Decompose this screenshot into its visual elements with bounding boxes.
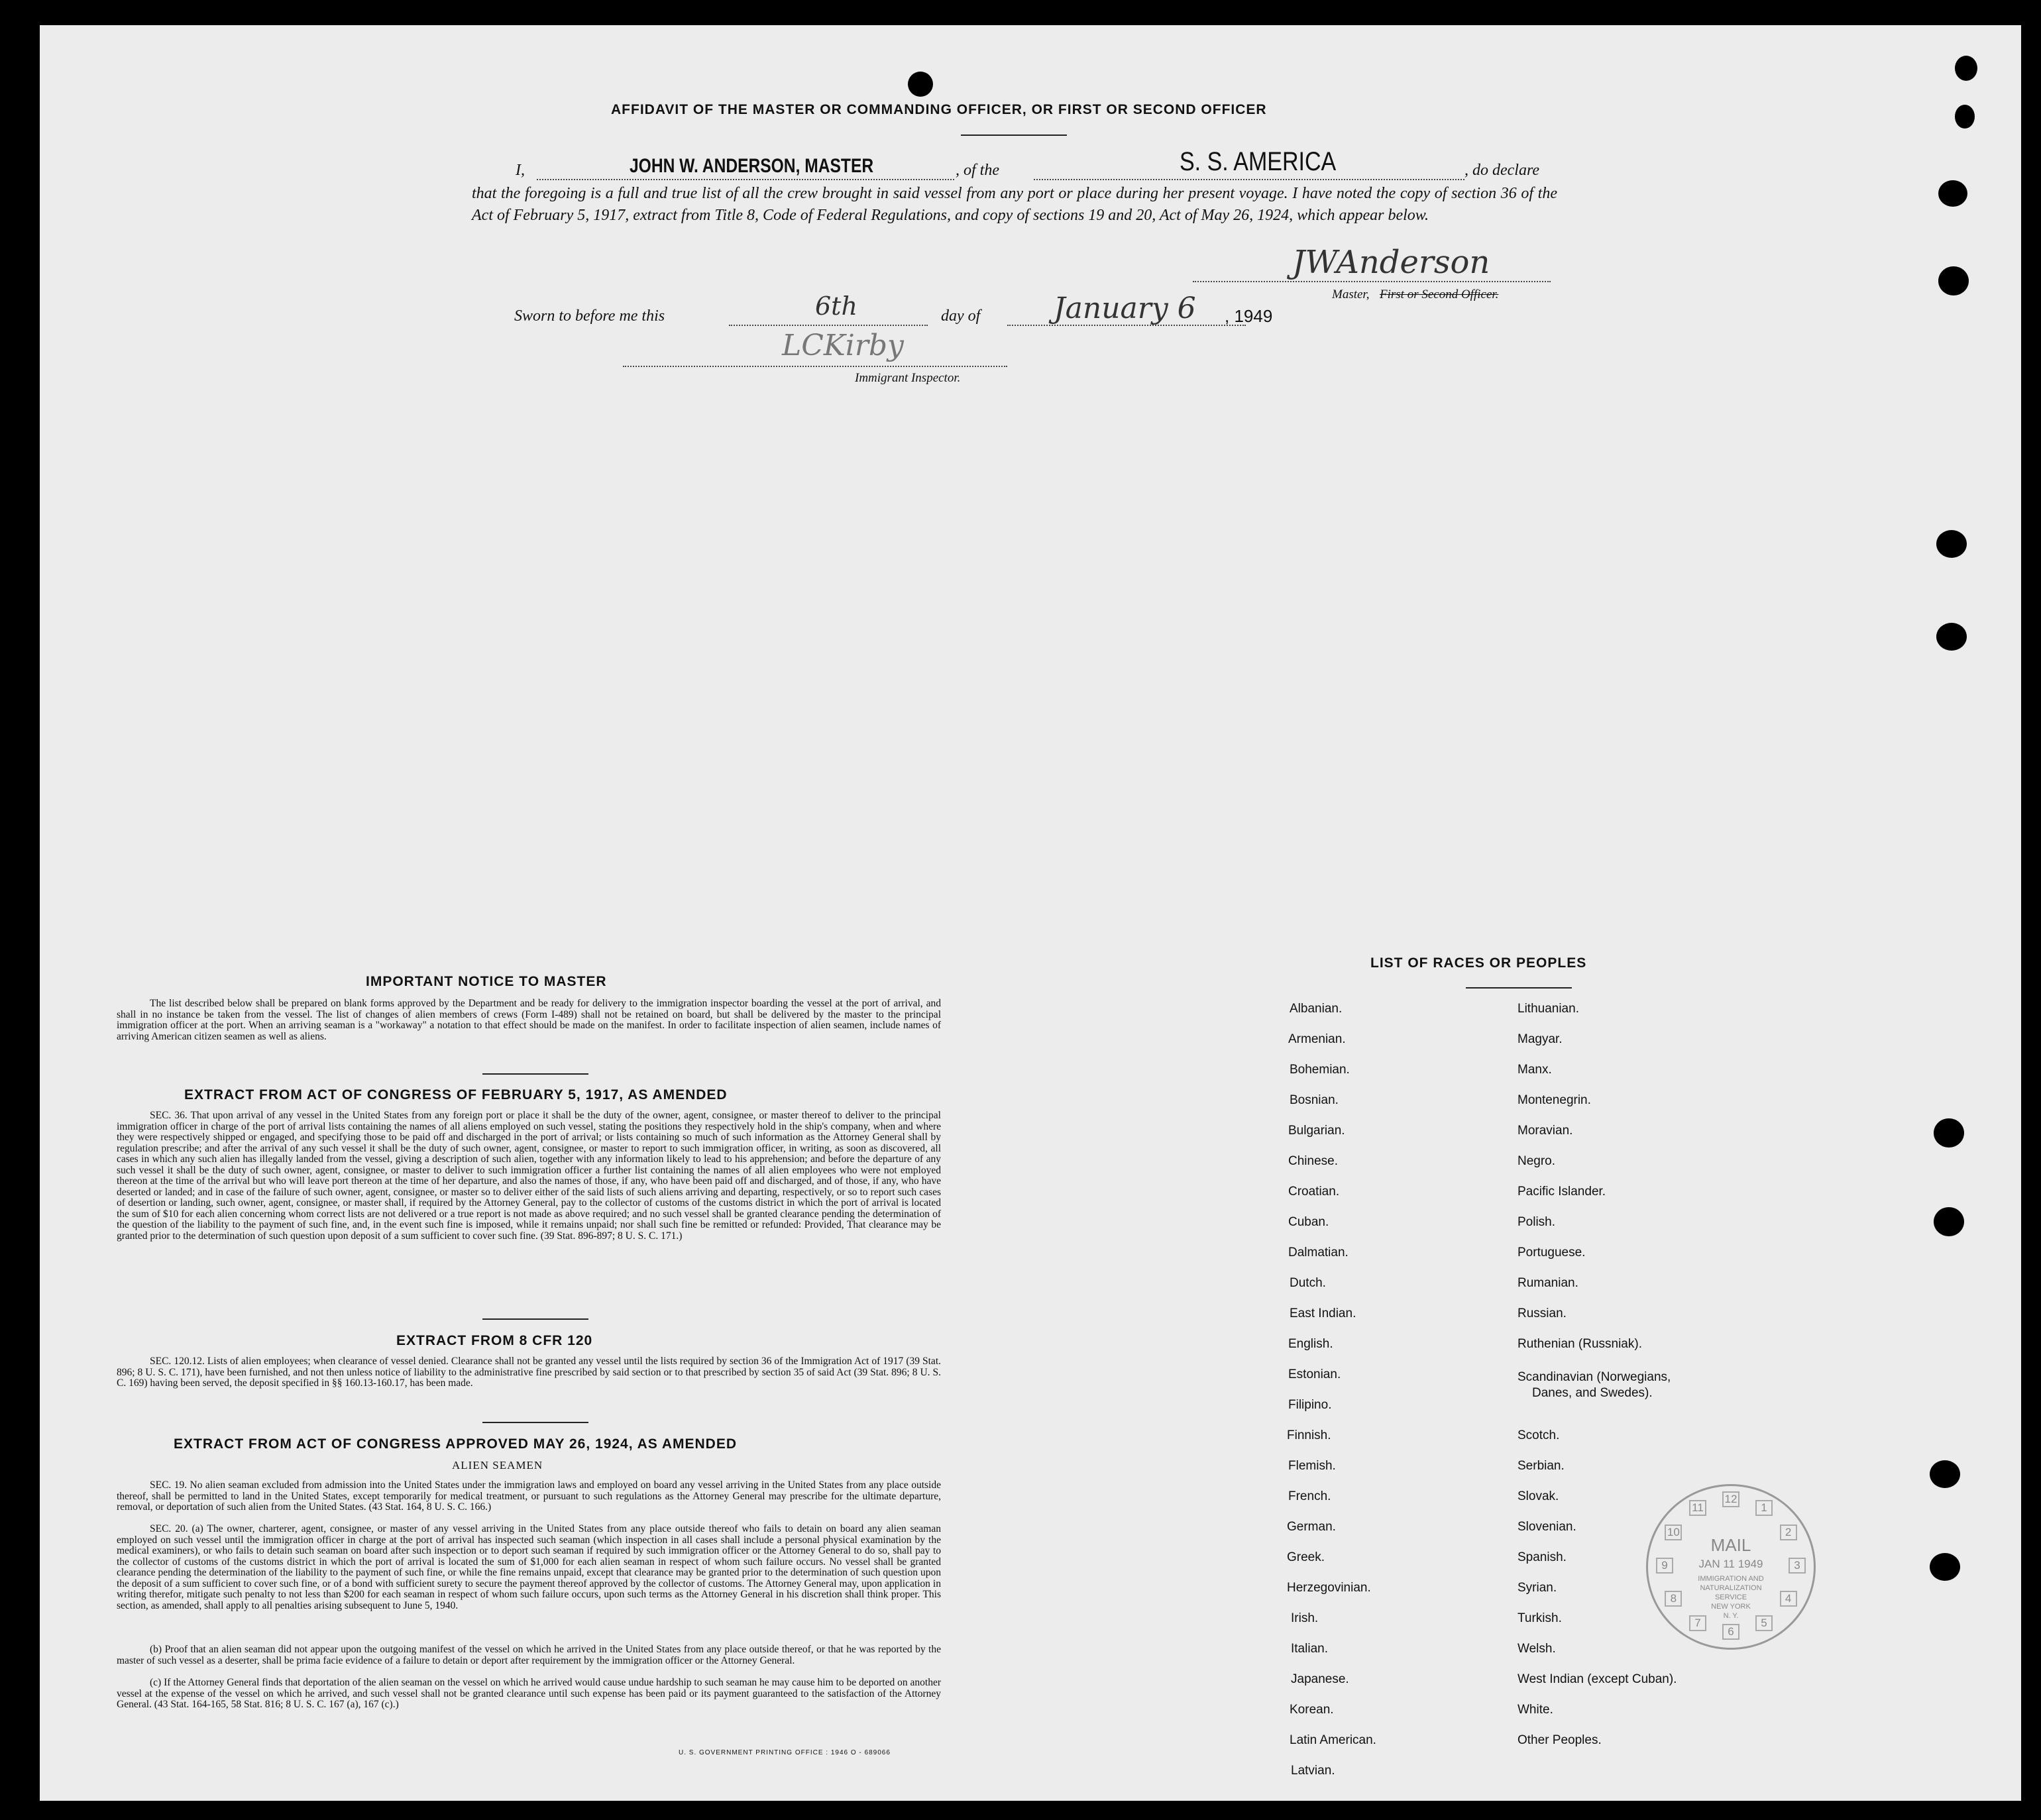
punch-hole [1938, 180, 1967, 207]
race-item: Dalmatian. [1288, 1246, 1349, 1259]
master-signature: JWAnderson [1292, 244, 1490, 281]
punch-hole [1955, 105, 1975, 129]
day-value: 6th [815, 292, 857, 321]
vessel-name: S. S. AMERICA [1180, 147, 1337, 176]
affidavit-title: AFFIDAVIT OF THE MASTER OR COMMANDING OFFICER, OR FIRST OR SECOND OFFICER [611, 102, 1267, 117]
stamp-ring-number: 4 [1780, 1591, 1797, 1607]
race-item: Bohemian. [1290, 1063, 1350, 1077]
race-item: Turkish. [1517, 1611, 1562, 1625]
race-item: Portuguese. [1517, 1246, 1586, 1259]
punch-hole [1936, 623, 1967, 651]
stamp-date: JAN 11 1949 [1698, 1558, 1763, 1570]
day-of-label: day of [941, 307, 981, 325]
inspector-label: Immigrant Inspector. [855, 371, 961, 385]
extract-1924-sec19: SEC. 19. No alien seaman excluded from admission into the United States under the immigration laws and employed on board any vessel arriving in the United States from any place outside thereof, shall be permitted to land in the United States, except temporarily for medical treatment, or pursuant to such regulations as the Attorney General may prescribe for the ultimate departure, removal, or deportation of such alien from the United States. (43 Stat. 164, 8 U. S. C. 166.) [117, 1479, 941, 1513]
inspector-signature: LCKirby [782, 329, 904, 362]
master-name: JOHN W. ANDERSON, MASTER [630, 155, 874, 177]
extract-1924-sec20a: SEC. 20. (a) The owner, charterer, agent, consignee, or master of any vessel arriving in the United States from any place outside thereof who fails to detain on board any alien seaman employed on such vessel until the immigration officer in charge at the port of arrival has inspected such seaman (which inspection in all cases shall include a personal physical examination by the medical examiners), or who fails to detain such seaman on board after such inspection or to deport such seaman if required by such immigration officer or the Attorney General to do so, shall pay to the collector of customs of the customs district in which the port of arrival is located the sum of $1,000 for each alien seaman in respect of whom such failure occurs. No vessel shall be granted clearance pending the determination of the liability to the payment of such fine, or while the fine remains unpaid, except that clearance may be granted prior to the determination of such question upon the deposit of a sum sufficient to cover such fine, or of a bond with sufficient surety to secure the payment thereof approved by the collector of customs. The Attorney General may, upon application in writing therefor, mitigate such penalty to not less than $200 for each seaman in respect of whom such failure occurs, upon such terms as the Attorney General in his discretion shall think proper. This section, as amended, shall apply to all penalties arising subsequent to June 5, 1940. [117, 1523, 941, 1611]
races-divider [1466, 987, 1572, 989]
stamp-line-1: IMMIGRATION AND [1698, 1575, 1764, 1583]
stamp-ring-number: 6 [1722, 1624, 1739, 1640]
race-item: Flemish. [1288, 1459, 1336, 1473]
race-item: French. [1288, 1489, 1331, 1503]
race-item: English. [1288, 1337, 1333, 1351]
stamp-ring-number: 3 [1789, 1558, 1806, 1574]
stamp-ring-number: 12 [1722, 1491, 1739, 1507]
race-item: Rumanian. [1517, 1276, 1578, 1290]
stamp-ring-number: 11 [1689, 1500, 1706, 1516]
stamp-ring-number: 2 [1780, 1525, 1797, 1540]
stamp-ring-number: 7 [1689, 1615, 1706, 1631]
stamp-ring-number: 5 [1755, 1615, 1773, 1631]
affidavit-i-label: I, [516, 162, 525, 179]
race-item: Polish. [1517, 1215, 1556, 1229]
race-item: Dutch. [1290, 1276, 1326, 1290]
title-divider [961, 134, 1067, 136]
race-item: Korean. [1290, 1703, 1334, 1717]
extract-1924-sec20b: (b) Proof that an alien seaman did not appear upon the outgoing manifest of the vessel on which he arrived in the United States from any place outside thereof, or that he was reported by the master of such vessel as a deserter, shall be prima facie evidence of a failure to detain or deport after requirement by the immigration officer or the Attorney General. [117, 1644, 941, 1666]
punch-hole [908, 72, 933, 97]
master-name-line [537, 179, 954, 180]
race-item: Lithuanian. [1517, 1002, 1579, 1016]
races-title: LIST OF RACES OR PEOPLES [1370, 955, 1587, 971]
race-item: Negro. [1517, 1154, 1556, 1168]
stamp-line-4: NEW YORK [1711, 1603, 1751, 1611]
stamp-ring-number: 1 [1755, 1500, 1773, 1516]
extract-1924-sec20c: (c) If the Attorney General finds that deportation of the alien seaman on the vessel on which he arrived would cause undue hardship to such seaman he may cause him to be deported on another vessel at the expense of the vessel on which he arrived, and such vessel shall not be granted clearance until such expense has been paid or its payment guaranteed to the satisfaction of the Attorney General. (43 Stat. 164-165, 58 Stat. 816; 8 U. S. C. 167 (a), 167 (c).) [117, 1677, 941, 1710]
race-item: Magyar. [1517, 1032, 1563, 1046]
race-item: Slovenian. [1517, 1520, 1576, 1534]
stamp-line-5: N. Y. [1723, 1612, 1739, 1620]
alien-seamen-subtitle: ALIEN SEAMEN [452, 1459, 543, 1472]
punch-hole [1955, 56, 1977, 81]
race-item: East Indian. [1290, 1307, 1356, 1320]
race-item: Japanese. [1291, 1672, 1349, 1686]
race-item: Montenegrin. [1517, 1093, 1591, 1107]
race-item: Syrian. [1517, 1581, 1557, 1595]
race-item: Finnish. [1287, 1428, 1331, 1442]
notice-title: IMPORTANT NOTICE TO MASTER [366, 974, 607, 989]
race-item: Irish. [1291, 1611, 1319, 1625]
race-item: Other Peoples. [1517, 1733, 1602, 1747]
race-item: Estonian. [1288, 1367, 1341, 1381]
race-item: German. [1287, 1520, 1336, 1534]
inspector-line [623, 366, 1007, 367]
race-item: Latvian. [1291, 1764, 1335, 1778]
month-value: January 6 [1054, 292, 1196, 325]
master-label: Master, [1332, 288, 1370, 301]
race-item: Scandinavian (Norwegians, [1517, 1370, 1671, 1384]
extract-cfr-title: EXTRACT FROM 8 CFR 120 [396, 1333, 593, 1348]
punch-hole [1930, 1553, 1960, 1581]
affidavit-body: that the foregoing is a full and true list of all the crew brought in said vessel from any port or place during her present voyage. I have noted the copy of section 36 of the Act of February 5, 1917, extract from Title 8, Code of Federal Regulations, and copy of sections 19 and 20, Act of May 26, 1924, which appear below. [472, 185, 1557, 224]
notice-body: The list described below shall be prepared on blank forms approved by the Department and be ready for delivery to the immigration inspector boarding the vessel at the port of arrival, and shall in no instance be taken from the vessel. The list of changes of alien members of crews (Form I-489) shall not be retained on board, but shall be delivered by the master to the principal immigration officer at the port. When an arriving seaman is a "workaway" a notation to that effect should be made on the manifest. In order to facilitate inspection of alien seamen, include names of arriving American citizen seamen as well as aliens. [117, 998, 941, 1042]
section-divider [482, 1073, 588, 1075]
section-divider [482, 1422, 588, 1423]
race-item: Herzegovinian. [1287, 1581, 1371, 1595]
punch-hole [1936, 530, 1967, 558]
punch-hole [1934, 1118, 1964, 1148]
race-item: Russian. [1517, 1307, 1567, 1320]
race-item: Pacific Islander. [1517, 1185, 1606, 1199]
section-divider [482, 1318, 588, 1320]
race-item: Chinese. [1288, 1154, 1338, 1168]
race-item: Italian. [1291, 1642, 1328, 1656]
race-item: Cuban. [1288, 1215, 1329, 1229]
printer-imprint: U. S. GOVERNMENT PRINTING OFFICE : 1946 O - 689066 [679, 1749, 891, 1756]
punch-hole [1934, 1207, 1964, 1236]
race-item: Moravian. [1517, 1124, 1573, 1138]
stamp-mail-label: MAIL [1710, 1535, 1751, 1555]
punch-hole [1938, 266, 1969, 295]
race-item: West Indian (except Cuban). [1517, 1672, 1677, 1686]
year-value: , 1949 [1225, 306, 1273, 326]
race-item: Latin American. [1290, 1733, 1376, 1747]
extract-1917-body: SEC. 36. That upon arrival of any vessel in the United States from any foreign port or place it shall be the duty of the owner, agent, consignee, or master thereof to deliver to the principal immigration officer in charge of the port of arrival lists containing the names of all aliens employed on such vessel, stating the positions they respectively hold in the ship's company, when and where they were respectively shipped or engaged, and specifying those to be paid off and discharged in the port of arrival; or lists containing so much of such information as the Attorney General shall by regulation prescribe; and after the arrival of any such vessel it shall be the duty of such owner, agent, consignee, or master to report to such immigration officer, in writing, as soon as discovered, all cases in which any such alien has illegally landed from the vessel, giving a description of such alien, together with any information likely to lead to his apprehension; and before the departure of any such vessel it shall be the duty of such owner, agent, consignee, or master to deliver to such immigration officer a further list containing the names of all alien employees who were not employed thereon at the time of the arrival but who will leave port thereon at the time of her departure, and also the names of those, if any, who have been paid off and discharged, and of those, if any, who have deserted or landed; and in case of the failure of such owner, agent, consignee, or master so to deliver either of the said lists of such aliens arriving and departing, respectively, or so to report such cases of desertion or landing, such owner, agent, consignee, or master shall, if required by the Attorney General, pay to the collector of customs of the customs district in which the port of arrival is located the sum of $10 for each alien concerning whom correct lists are not delivered or a true report is not made as above required; and no such vessel shall be granted clearance pending the determination of the question of the liability to the payment of such fine, and, in the event such fine is imposed, while it remains unpaid; nor shall such fine be remitted or refunded: Provided, That clearance may be granted prior to the determination of such question upon deposit of a sum sufficient to cover such fine. (39 Stat. 896-897; 8 U. S. C. 171.) [117, 1110, 941, 1242]
do-declare-label: , do declare [1464, 162, 1540, 179]
race-item: Filipino. [1288, 1398, 1332, 1412]
of-the-label: , of the [956, 162, 999, 179]
race-item: Scotch. [1517, 1428, 1560, 1442]
master-signature-line [1193, 281, 1551, 282]
stamp-line-3: SERVICE [1714, 1593, 1747, 1601]
stamp-ring-number: 9 [1656, 1558, 1673, 1574]
punch-hole [1930, 1460, 1960, 1488]
race-item: Bosnian. [1290, 1093, 1339, 1107]
vessel-name-line [1034, 179, 1464, 180]
race-item: Slovak. [1517, 1489, 1559, 1503]
struck-officer-label: First or Second Officer. [1380, 288, 1499, 301]
race-item: Manx. [1517, 1063, 1552, 1077]
day-line [729, 325, 928, 326]
mail-received-stamp [1646, 1484, 1816, 1650]
sworn-label: Sworn to before me this [514, 307, 665, 325]
race-item: Bulgarian. [1288, 1124, 1345, 1138]
extract-cfr-body: SEC. 120.12. Lists of alien employees; when clearance of vessel denied. Clearance shall not be granted any vessel until the lists required by section 36 of the Immigration Act of 1917 (39 Stat. 896; 8 U. S. C. 171), have been furnished, and not then unless notice of liability to the administrative fine prescribed by said section or to that prescribed by section 35 of said Act (39 Stat. 896; 8 U. S. C. 169) having been served, the deposit specified in §§ 160.13-160.17, has been made. [117, 1356, 941, 1389]
race-item: Ruthenian (Russniak). [1517, 1337, 1642, 1351]
race-item: White. [1517, 1703, 1553, 1717]
extract-1924-title: EXTRACT FROM ACT OF CONGRESS APPROVED MAY 26, 1924, AS AMENDED [174, 1436, 738, 1452]
race-item: Greek. [1287, 1550, 1325, 1564]
race-item: Croatian. [1288, 1185, 1340, 1199]
stamp-ring-number: 10 [1665, 1525, 1682, 1540]
race-item: Albanian. [1290, 1002, 1343, 1016]
extract-1917-title: EXTRACT FROM ACT OF CONGRESS OF FEBRUARY 5, 1917, AS AMENDED [184, 1087, 728, 1102]
stamp-line-2: NATURALIZATION [1700, 1584, 1762, 1592]
race-item: Spanish. [1517, 1550, 1567, 1564]
race-item: Danes, and Swedes). [1532, 1386, 1653, 1400]
stamp-ring-number: 8 [1665, 1591, 1682, 1607]
race-item: Welsh. [1517, 1642, 1556, 1656]
race-item: Serbian. [1517, 1459, 1565, 1473]
race-item: Armenian. [1288, 1032, 1346, 1046]
